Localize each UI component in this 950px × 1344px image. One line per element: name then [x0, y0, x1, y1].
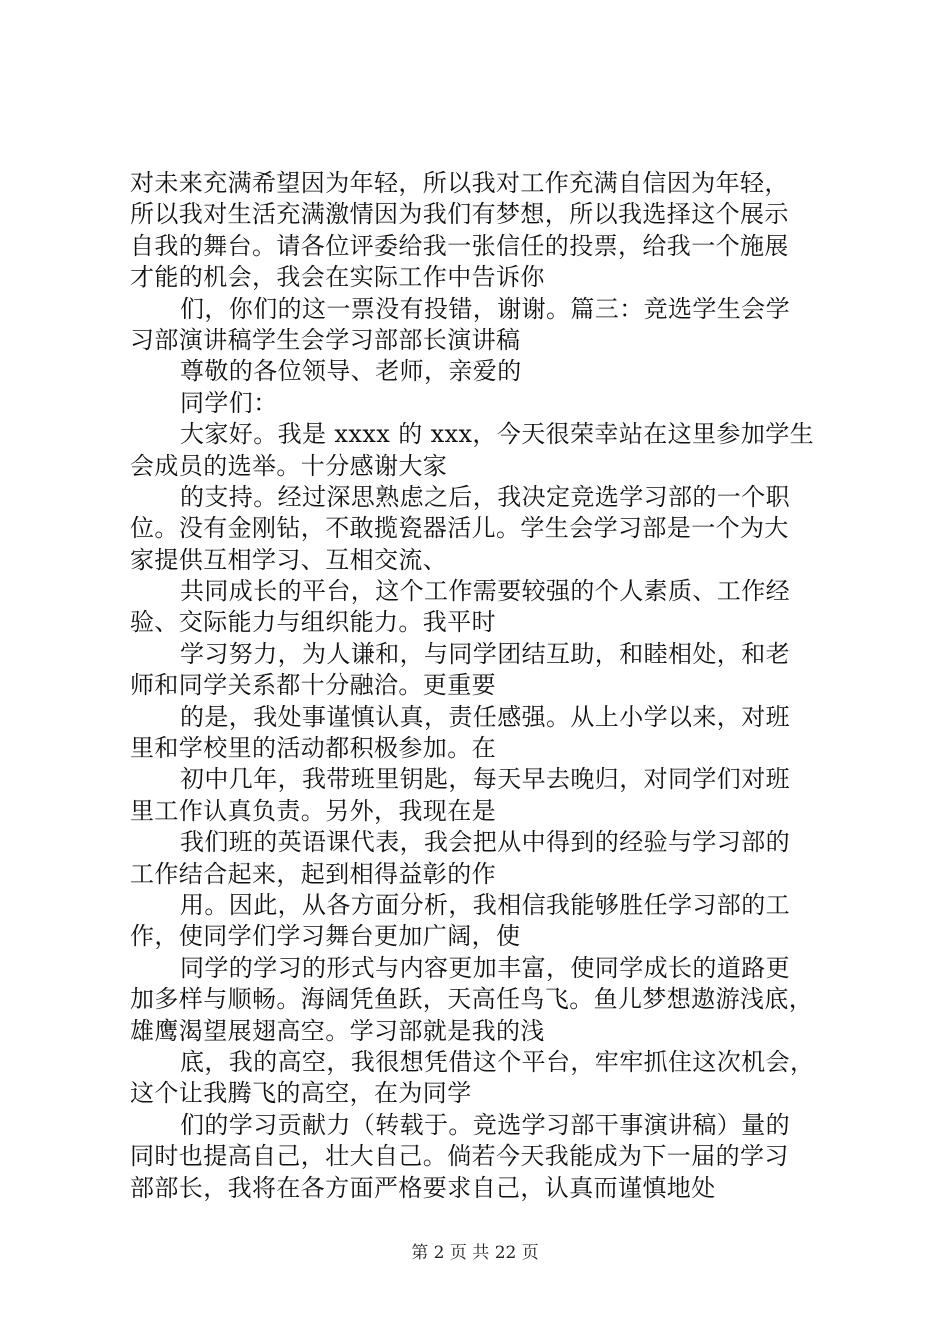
text-line: 对未来充满希望因为年轻，所以我对工作充满自信因为年轻， [130, 169, 789, 197]
text-line: 里工作认真负责。另外，我现在是 [130, 796, 496, 825]
text-line: 初中几年，我带班里钥匙，每天早去晚归，对同学们对班 [180, 765, 790, 794]
document-body [130, 168, 835, 1204]
page-footer: 第 2 页 共 22 页 [411, 1243, 539, 1263]
text-line: 的支持。经过深思熟虑之后，我决定竞选学习部的一个职 [180, 482, 790, 511]
text-line: 我们班的英语课代表，我会把从中得到的经验与学习部的 [180, 828, 790, 857]
text-line: 部部长，我将在各方面严格要求自己，认真而谨慎地处 [130, 1173, 716, 1202]
text-line: 加多样与顺畅。海阔凭鱼跃，天高任鸟飞。鱼儿梦想遨游浅底， [130, 985, 814, 1014]
text-line: 习部演讲稿学生会学习部部长演讲稿 [130, 325, 521, 354]
text-line: 验、交际能力与组织能力。我平时 [130, 608, 496, 637]
text-line: 同时也提高自己，壮大自己。倘若今天我能成为下一届的学习 [130, 1142, 789, 1171]
text-line: 师和同学关系都十分融洽。更重要 [130, 671, 496, 700]
text-line: 位。没有金刚钻，不敢揽瓷器活儿。学生会学习部是一个为大 [130, 514, 789, 543]
text-line: 们的学习贡献力（转载于。竞选学习部干事演讲稿）量的 [180, 1110, 790, 1139]
text-line: 的是，我处事谨慎认真，责任感强。从上小学以来，对班 [180, 702, 790, 731]
text-line: 同学的学习的形式与内容更加丰富，使同学成长的道路更 [180, 953, 790, 982]
text-line: 自我的舞台。请各位评委给我一张信任的投票，给我一个施展 [130, 231, 789, 260]
text-line: 所以我对生活充满激情因为我们有梦想，所以我选择这个展示 [130, 200, 789, 229]
text-line: 这个让我腾飞的高空，在为同学 [130, 1079, 472, 1108]
text-line: 共同成长的平台，这个工作需要较强的个人素质、工作经 [180, 577, 790, 606]
text-line: 会成员的选举。十分感谢大家 [130, 451, 448, 480]
text-line: 家提供互相学习、互相交流、 [130, 545, 448, 574]
text-line: 尊敬的各位领导、老师，亲爱的 [180, 357, 522, 386]
text-line: 作，使同学们学习舞台更加广阔，使 [130, 922, 521, 951]
text-line: 才能的机会，我会在实际工作中告诉你 [130, 263, 545, 292]
text-line: 用。因此，从各方面分析，我相信我能够胜任学习部的工 [180, 890, 790, 919]
text-line: 同学们： [180, 388, 278, 417]
text-line: 大家好。我是 xxxx 的 xxx，今天很荣幸站在这里参加学生 [180, 420, 815, 449]
text-line: 雄鹰渴望展翅高空。学习部就是我的浅 [130, 1016, 545, 1045]
text-line: 学习努力，为人谦和，与同学团结互助，和睦相处，和老 [180, 639, 790, 668]
text-line: 里和学校里的活动都积极参加。在 [130, 734, 496, 763]
text-line: 们，你们的这一票没有投错，谢谢。篇三：竞选学生会学 [180, 294, 790, 323]
text-line: 底，我的高空，我很想凭借这个平台，牢牢抓住这次机会， [180, 1047, 815, 1076]
text-line: 工作结合起来，起到相得益彰的作 [130, 859, 496, 888]
